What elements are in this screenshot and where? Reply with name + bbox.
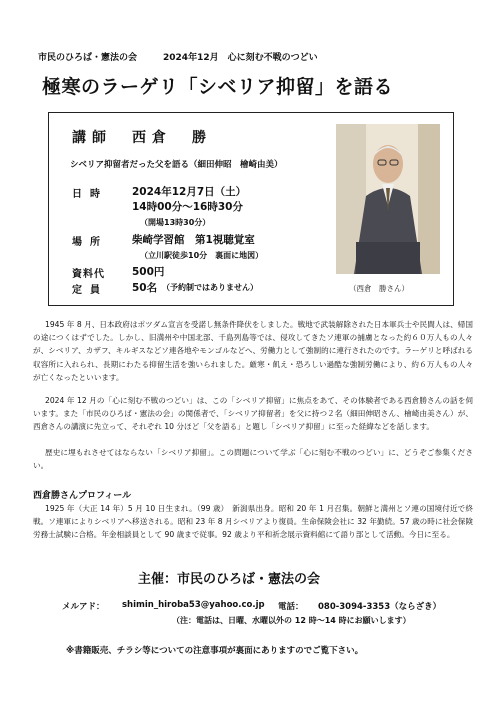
- phone-label: 電話：: [278, 602, 304, 612]
- place-note: （立川駅徒歩10分 裏面に地図）: [140, 251, 264, 260]
- open-time-note: （開場13時30分）: [140, 218, 211, 227]
- mail-address[interactable]: shimin_hiroba53@yahoo.co.jp: [122, 600, 265, 610]
- body-paragraph-3: 歴史に埋もれさせてはならない「シベリア抑留」。この問題について学ぶ「心に刻む不戦のつどい」に、どうぞご参集ください。: [33, 448, 473, 471]
- mail-label: メルアド：: [62, 602, 105, 612]
- page-title: 極寒のラーゲリ「シベリア抑留」を語る: [42, 76, 394, 98]
- lecturer-name: 講師 西倉 勝: [72, 130, 212, 146]
- speaker-photo: [336, 124, 440, 274]
- profile-heading: 西倉勝さんプロフィール: [33, 491, 132, 501]
- footer-note: ※書籍販売、チラシ等についての注意事項が裏面にありますのでご覧下さい。: [66, 646, 364, 656]
- capacity-note: （予約制ではありません）: [162, 283, 258, 292]
- fee-value: 500円: [132, 266, 165, 278]
- header-line: [38, 50, 318, 63]
- capacity-value: 50名: [132, 282, 158, 294]
- event-series: 2024年12月 心に刻む不戦のつどい: [163, 53, 318, 63]
- organizer: 主催：市民のひろば・憲法の会: [138, 572, 321, 587]
- body-paragraph-2: 2024 年 12 月の「心に刻む不戦のつどい」は、この「シベリア抑留」に焦点をあて、その体験者である西倉勝さんの話を伺います。また「市民のひろば・憲法の会」の関係者で、「シベリア抑留者」を父に持つ２名（細田伸昭さん、檜崎由美さん）が、西倉さんの講演に先立って、それぞれ 10 分ほど「父を語る」と題し「シベリア抑留」に至った経緯などを話します。: [33, 396, 473, 432]
- time-value: 14時00分～16時30分: [132, 201, 243, 213]
- organization-name: 市民のひろば・憲法の会: [38, 53, 138, 63]
- profile-text: 1925 年（大正 14 年）5 月 10 日生まれ。（99 歳） 新潟県出身。昭和 20 年 1 月召集。朝鮮と満州とソ連の国境付近で終戦。ソ連軍によりシベリアへ移送される。昭和 23 年 8 月シベリアより復員。生命保険会社に 32 年勤続。57 歳の時に社会保険労務士試験に合格。年金相談員として 90 歳まで従事。92 歳より平和祈念展示資料館にて語り部として活動。今日に至る。: [33, 504, 473, 540]
- body-paragraph-1: 1945 年 8 月、日本政府はポツダム宣言を受諾し無条件降伏をしました。戦地で武装解除された日本軍兵士や民間人は、帰国の途につくはずでした。しかし、旧満州や中国北部、千島列島等では、侵攻してきたソ連軍の捕虜となった約６０万人もの人々が、シベリア、カザフ、キルギスなどソ連各地やモンゴルなどへ、労働力として強制的に連行されたのです。ラーゲリと呼ばれる収容所に入れられ、長期にわたる抑留生活を強いられました。厳寒・飢え・恐ろしい過酷な強制労働により、約６万人もの人々が亡くなったといいます。: [33, 320, 473, 382]
- phone-note: （注：電話は、日曜、水曜以外の 12 時～14 時にお願いします）: [172, 616, 411, 625]
- phone-number[interactable]: 080-3094-3353（ならざき）: [318, 602, 442, 612]
- date-label: 日時: [72, 189, 108, 200]
- fee-label: 資料代: [72, 269, 105, 280]
- lecture-subtitle: シベリア抑留者だった父を語る（細田伸昭 檜崎由美）: [70, 160, 283, 170]
- place-label: 場所: [72, 237, 108, 248]
- photo-caption: （西倉 勝さん）: [349, 284, 409, 293]
- place-value: 柴崎学習館 第1視聴覚室: [132, 234, 255, 246]
- capacity-label: 定員: [72, 285, 108, 296]
- date-value: 2024年12月7日（土）: [132, 186, 247, 198]
